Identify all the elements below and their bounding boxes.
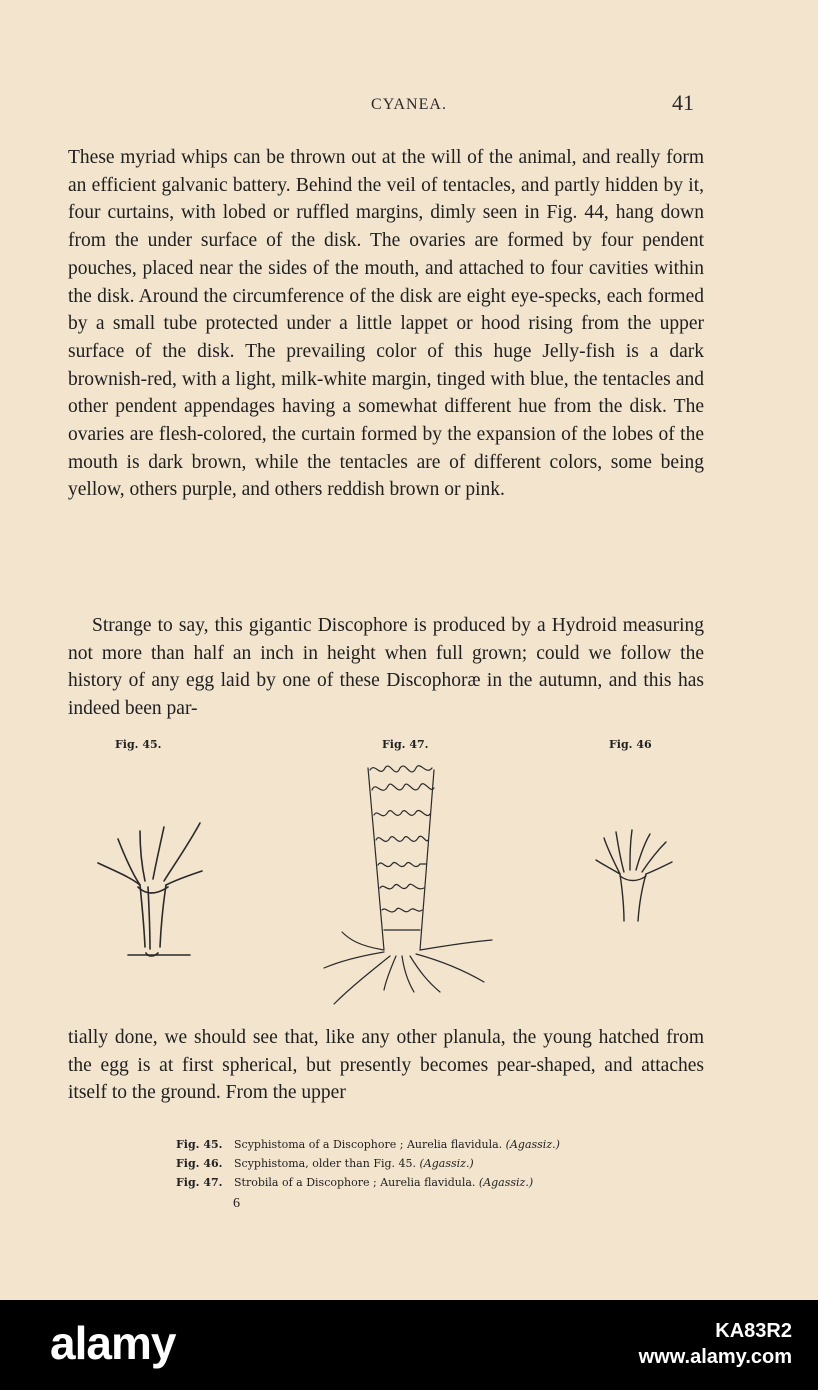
fig-46-label: Fig. 46 — [609, 738, 652, 751]
caption-text: Strobila of a Discophore ; Aurelia flavidula. — [234, 1176, 479, 1189]
caption-ref: Fig. 46. — [176, 1157, 223, 1170]
caption-fig-46 — [176, 1157, 474, 1170]
watermark-image-code: KA83R2 — [715, 1320, 792, 1342]
caption-ref: Fig. 47. — [176, 1176, 223, 1189]
paragraph-2: Strange to say, this gigantic Discophore is produced by a Hydroid measuring not more than half an inch in height when full grown; could we follow the history of any egg laid by one of these Discophoræ in the autumn, and this has indeed been par- — [68, 615, 704, 720]
paragraph-1: These myriad whips can be thrown out at the will of the animal, and really form an efficient galvanic battery. Behind the veil of tentacles, and partly hidden by it, four curtains, with lobed or ruffled margins, dimly seen in Fig. 44, hang down from the under surface of the disk. The ovaries are formed by four pendent pouches, placed near the sides of the mouth, and attached to four cavities within the disk. Around the circumference of the disk are eight eye-specks, each formed by a small tube protected under a little lappet or hood rising from the upper surface of the disk. The prevailing color of this huge Jelly-fish is a dark brownish-red, with a light, milk-white margin, tinged with blue, the tentacles and other pendent appendages having a somewhat different hue from the disk. The ovaries are flesh-colored, the curtain formed by the expansion of the lobes of the mouth is dark brown, while the tentacles are of different colors, some being yellow, others purple, and others reddish brown or pink. — [68, 147, 704, 501]
fig-47-label: Fig. 47. — [382, 738, 429, 751]
caption-ref: Fig. 45. — [176, 1138, 223, 1151]
signature-mark: 6 — [233, 1196, 240, 1211]
caption-author: (Agassiz.) — [419, 1157, 474, 1170]
caption-text: Scyphistoma, older than Fig. 45. — [234, 1157, 420, 1170]
caption-author: (Agassiz.) — [478, 1176, 534, 1189]
fig-45-label: Fig. 45. — [115, 738, 162, 751]
fig-47-illustration — [320, 760, 500, 1010]
caption-fig-47 — [176, 1176, 533, 1189]
caption-author: (Agassiz.) — [505, 1138, 560, 1151]
running-title: CYANEA. — [371, 96, 447, 113]
page-number: 41 — [672, 90, 694, 115]
paragraph-3: tially done, we should see that, like any other planula, the young hatched from the egg is at first spherical, but presently becomes pear-shaped, and attaches itself to the ground. From the upper — [68, 1027, 704, 1104]
caption-text: Scyphistoma of a Discophore ; Aurelia flavidula. — [234, 1138, 506, 1151]
caption-fig-45 — [176, 1138, 560, 1151]
fig-45-illustration — [90, 815, 210, 960]
watermark-brand: alamy — [50, 1317, 176, 1369]
watermark-site: www.alamy.com — [638, 1346, 792, 1368]
fig-46-illustration — [594, 826, 674, 926]
